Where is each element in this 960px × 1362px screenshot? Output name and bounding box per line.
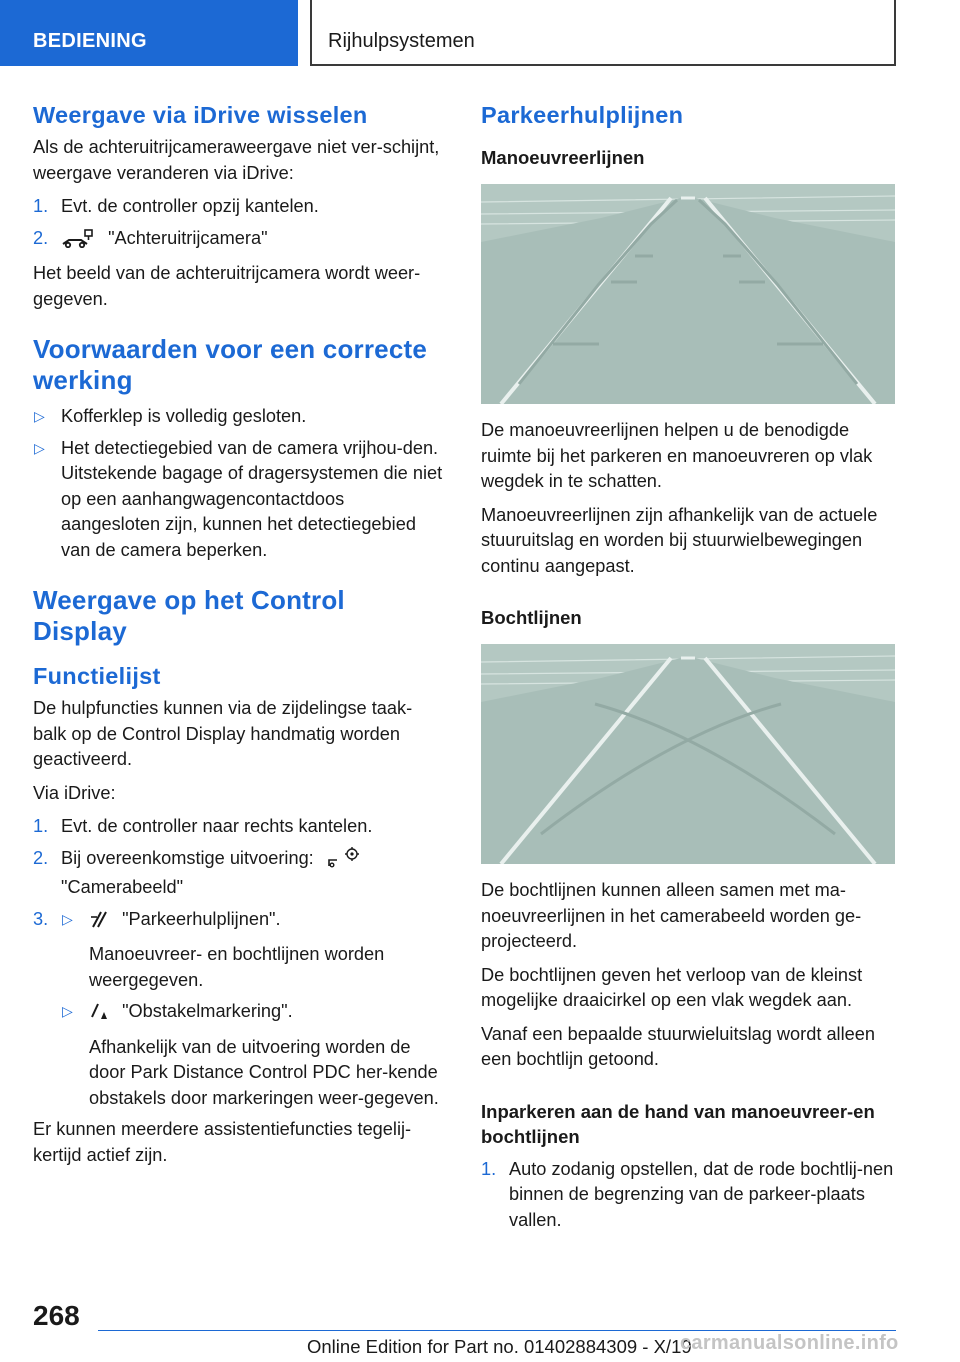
heading-manoeuvre-lines: Manoeuvreerlijnen <box>481 147 645 168</box>
left-column <box>33 100 443 1176</box>
steps-parking <box>481 1157 895 1234</box>
list-item: 3. ▷ "Parkeerhulplijnen". Manoeuvreer- en bochtlijnen worden weergegeven. ▷ "Obstakelmarkering". Afhankelijk van de uitvoering worden de door Park Distance Control PDC her-kende obstakels door markeringen weer-gegeven. <box>33 907 443 1112</box>
paragraph-manoeuvre-1: De manoeuvreerlijnen helpen u de benodigde ruimte bij het parkeren en manoeuvreren op vlak wegdek in te schatten. <box>481 420 873 491</box>
paragraph-curve-2: De bochtlijnen geven het verloop van de kleinst mogelijke draaicirkel op een vlak wegdek aan. <box>481 964 863 1010</box>
heading-control-display: Weergave op het Control Display <box>33 585 345 646</box>
section-title: BEDIENING <box>33 30 147 52</box>
heading-parking-lines: Parkeerhulplijnen <box>481 102 684 128</box>
rear-camera-icon <box>61 228 95 256</box>
triangle-bullet-icon: ▷ <box>34 408 45 424</box>
steps-switch-view <box>33 194 443 255</box>
list-item: 2. Bij overeenkomstige uitvoering: "Camerabeeld" <box>33 846 443 901</box>
heading-switch-view: Weergave via iDrive wisselen <box>33 102 368 128</box>
list-item: 1. Evt. de controller naar rechts kantelen. <box>33 816 373 836</box>
triangle-bullet-icon: ▷ <box>62 910 73 927</box>
heading-parking-with-lines: Inparkeren aan de hand van manoeuvreer-en bochtlijnen <box>481 1100 875 1147</box>
watermark: carmanualsonline.info <box>680 1332 899 1354</box>
list-item: ▷ "Parkeerhulplijnen". Manoeuvreer- en bochtlijnen worden weergegeven. <box>62 908 385 990</box>
heading-curve-lines: Bochtlijnen <box>481 607 582 628</box>
obstacle-marking-icon <box>89 1001 109 1029</box>
section-tab <box>0 0 298 66</box>
triangle-bullet-icon: ▷ <box>62 1003 73 1019</box>
footer-edition: Online Edition for Part no. 01402884309 - X/19 <box>307 1336 692 1357</box>
paragraph-functions: De hulpfuncties kunnen via de zijdelingse taak-balk op de Control Display handmatig worden geactiveerd. <box>33 698 413 769</box>
right-column <box>481 100 895 1239</box>
list-item: 2. "Achteruitrijcamera" <box>33 226 443 256</box>
list-item: ▷ "Obstakelmarkering". Afhankelijk van de uitvoering worden de door Park Distance Control PDC her-kende obstakels door markeringen weer-gegeven. <box>62 1001 439 1108</box>
heading-function-list: Functielijst <box>33 663 161 689</box>
list-item: 1. Auto zodanig opstellen, dat de rode bochtlij-nen binnen de begrenzing van de parkeer-plaats vallen. <box>481 1158 894 1230</box>
parking-lines-icon <box>89 909 109 937</box>
steps-functions <box>33 814 443 1111</box>
paragraph-curve-3: Vanaf een bepaalde stuurwieluitslag wordt alleen een bochtlijn getoond. <box>481 1023 875 1069</box>
chapter-title: Rijhulpsystemen <box>328 30 475 52</box>
manoeuvre-lines-image <box>481 184 895 404</box>
chapter-header <box>310 0 896 66</box>
list-item: ▷ Het detectiegebied van de camera vrijhou-den. Uitstekende bagage of dragersystemen die niet op een aanhangwagencontactdoos aangesloten zijn, kunnen het detectiegebied van de camera beperken. <box>34 437 443 560</box>
nested-options-list <box>61 907 443 1112</box>
triangle-bullet-icon: ▷ <box>34 439 45 456</box>
list-item: ▷ Kofferklep is volledig gesloten. <box>33 404 443 430</box>
list-item: 1. Evt. de controller opzij kantelen. <box>33 196 319 216</box>
footer-divider <box>98 1330 896 1331</box>
conditions-list <box>33 404 443 563</box>
heading-conditions: Voorwaarden voor een correcte werking <box>33 334 428 395</box>
paragraph-curve-1: De bochtlijnen kunnen alleen samen met ma-noeuvreerlijnen in het camerabeeld worden ge-projecteerd. <box>481 880 862 951</box>
paragraph-image-shown: Het beeld van de achteruitrijcamera wordt weer-gegeven. <box>33 263 421 309</box>
camera-settings-icon <box>327 846 361 876</box>
curve-lines-image <box>481 644 895 864</box>
paragraph-switch-view: Als de achteruitrijcameraweergave niet ver-schijnt, weergave veranderen via iDrive: <box>33 137 440 183</box>
paragraph-multiple-functions: Er kunnen meerdere assistentiefuncties tegelij-kertijd actief zijn. <box>33 1119 412 1165</box>
paragraph-manoeuvre-2: Manoeuvreerlijnen zijn afhankelijk van de actuele stuuruitslag en worden bij stuurwielbewegingen continu aangepast. <box>481 504 878 576</box>
page-number: 268 <box>33 1300 80 1331</box>
paragraph-via-idrive: Via iDrive: <box>33 782 116 803</box>
